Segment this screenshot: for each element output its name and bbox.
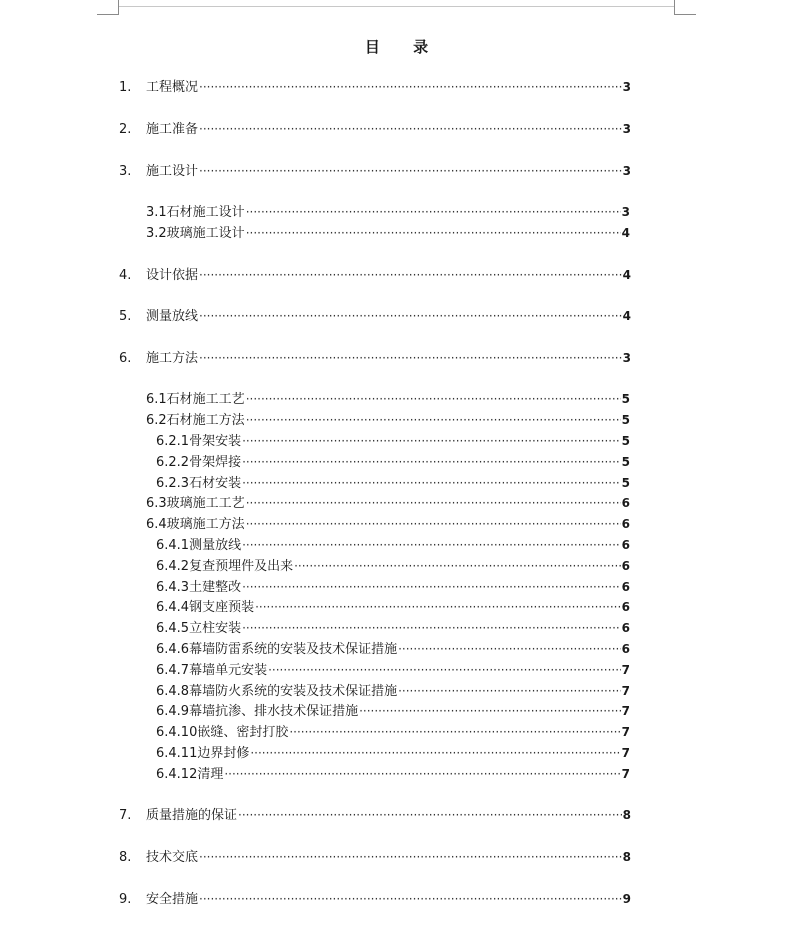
toc-number: 3. (119, 164, 132, 179)
toc-leader (250, 744, 620, 762)
toc-leader (246, 203, 621, 221)
toc-page-number: 7 (621, 746, 630, 760)
toc-leader (199, 349, 622, 367)
toc-entry-4[interactable] (119, 266, 631, 284)
toc-entry-6-2-2[interactable] (156, 453, 630, 471)
toc-leader (246, 411, 621, 429)
crop-mark-top-left (118, 0, 119, 14)
toc-text: 安全措施 (146, 892, 199, 907)
toc-page-number: 9 (622, 892, 631, 906)
toc-leader (242, 578, 621, 596)
toc-text: 3.2玻璃施工设计 (146, 226, 245, 241)
toc-text: 测量放线 (146, 309, 199, 324)
toc-leader (242, 432, 621, 450)
toc-leader (199, 848, 622, 866)
toc-page-number: 6 (621, 517, 630, 531)
toc-page-number: 5 (621, 413, 630, 427)
toc-page-number: 4 (621, 226, 630, 240)
toc-entry-6-4-7[interactable] (156, 661, 630, 679)
toc-leader (398, 682, 621, 700)
toc-text: 施工准备 (146, 122, 199, 137)
toc-text: 质量措施的保证 (146, 808, 238, 823)
toc-text: 6.4.8幕墙防火系统的安装及技术保证措施 (156, 684, 398, 699)
toc-text: 设计依据 (146, 268, 199, 283)
toc-text: 6.2.2骨架焊接 (156, 455, 242, 470)
toc-leader (294, 557, 621, 575)
toc-entry-7[interactable] (119, 806, 631, 824)
toc-leader (242, 474, 621, 492)
toc-leader (246, 390, 621, 408)
toc-text: 6.4.10嵌缝、密封打胶 (156, 725, 289, 740)
toc-entry-6-4-6[interactable] (156, 640, 630, 658)
toc-entry-3-2[interactable] (146, 224, 630, 242)
toc-page-number: 6 (621, 642, 630, 656)
toc-page-number: 5 (621, 434, 630, 448)
toc-page-number: 6 (621, 580, 630, 594)
toc-entry-5[interactable] (119, 307, 631, 325)
toc-entry-2[interactable] (119, 120, 631, 138)
toc-entry-3[interactable] (119, 162, 631, 180)
toc-entry-6-4-12[interactable] (156, 765, 630, 783)
toc-entry-6-2[interactable] (146, 411, 630, 429)
toc-leader (199, 120, 622, 138)
toc-entry-6-4-8[interactable] (156, 682, 630, 700)
page-edge (119, 6, 674, 7)
toc-page-number: 5 (621, 476, 630, 490)
toc-text: 3.1石材施工设计 (146, 205, 245, 220)
toc-text: 施工方法 (146, 351, 199, 366)
toc-entry-6-4-10[interactable] (156, 723, 630, 741)
toc-leader (255, 598, 621, 616)
toc-page-number: 5 (621, 392, 630, 406)
toc-leader (242, 453, 621, 471)
toc-leader (199, 162, 622, 180)
toc-text: 技术交底 (146, 850, 199, 865)
crop-mark-top-left (97, 14, 119, 15)
toc-text: 6.4.4钢支座预装 (156, 600, 255, 615)
toc-entry-6[interactable] (119, 349, 631, 367)
toc-page-number: 3 (622, 122, 631, 136)
toc-page-number: 5 (621, 455, 630, 469)
toc-text: 6.2.3石材安装 (156, 476, 242, 491)
toc-leader (246, 224, 621, 242)
toc-leader (224, 765, 620, 783)
toc-number: 9. (119, 892, 132, 907)
toc-leader (199, 307, 622, 325)
toc-number: 6. (119, 351, 132, 366)
toc-page-number: 7 (621, 663, 630, 677)
toc-leader (199, 78, 622, 96)
toc-page-number: 6 (621, 621, 630, 635)
toc-text: 6.4.2复查预埋件及出来 (156, 559, 294, 574)
toc-number: 4. (119, 268, 132, 283)
toc-number: 7. (119, 808, 132, 823)
toc-page-number: 6 (621, 600, 630, 614)
toc-page-number: 8 (622, 808, 631, 822)
toc-entry-6-4-1[interactable] (156, 536, 630, 554)
toc-page-number: 3 (622, 351, 631, 365)
toc-number: 5. (119, 309, 132, 324)
toc-page-number: 3 (622, 80, 631, 94)
crop-mark-top-right (674, 0, 675, 14)
toc-text: 6.3玻璃施工工艺 (146, 496, 245, 511)
toc-entry-6-4-2[interactable] (156, 557, 630, 575)
toc-leader (268, 661, 621, 679)
toc-leader (242, 619, 621, 637)
toc-text: 6.2石材施工方法 (146, 413, 245, 428)
toc-title: 目 录 (364, 38, 443, 56)
toc-leader (289, 723, 620, 741)
toc-page-number: 7 (621, 767, 630, 781)
toc-entry-6-3[interactable] (146, 494, 630, 512)
toc-entry-6-4[interactable] (146, 515, 630, 533)
toc-page-number: 6 (621, 496, 630, 510)
toc-leader (398, 640, 621, 658)
toc-text: 6.4.1测量放线 (156, 538, 242, 553)
toc-page-number: 6 (621, 559, 630, 573)
toc-leader (246, 494, 621, 512)
toc-leader (359, 702, 621, 720)
toc-leader (242, 536, 621, 554)
toc-text: 6.4玻璃施工方法 (146, 517, 245, 532)
toc-leader (199, 890, 622, 908)
toc-page-number: 3 (622, 164, 631, 178)
toc-page-number: 6 (621, 538, 630, 552)
toc-entry-8[interactable] (119, 848, 631, 866)
toc-entry-9[interactable] (119, 890, 631, 908)
crop-mark-top-right (674, 14, 696, 15)
toc-entry-6-4-5[interactable] (156, 619, 630, 637)
toc-leader (246, 515, 621, 533)
toc-entry-6-2-3[interactable] (156, 474, 630, 492)
toc-text: 施工设计 (146, 164, 199, 179)
toc-text: 6.4.5立柱安装 (156, 621, 242, 636)
toc-page-number: 7 (621, 725, 630, 739)
toc-text: 6.4.9幕墙抗渗、排水技术保证措施 (156, 704, 359, 719)
toc-entry-3-1[interactable] (146, 203, 630, 221)
toc-page-number: 7 (621, 704, 630, 718)
toc-text: 工程概况 (146, 80, 199, 95)
toc-leader (238, 806, 622, 824)
toc-text: 6.4.12清理 (156, 767, 224, 782)
toc-number: 2. (119, 122, 132, 137)
toc-number: 8. (119, 850, 132, 865)
toc-number: 1. (119, 80, 132, 95)
toc-entry-6-2-1[interactable] (156, 432, 630, 450)
toc-text: 6.4.3土建整改 (156, 580, 242, 595)
toc-text: 6.1石材施工工艺 (146, 392, 245, 407)
toc-entry-6-4-9[interactable] (156, 702, 630, 720)
toc-leader (199, 266, 622, 284)
toc-page-number: 7 (621, 684, 630, 698)
toc-entry-6-4-3[interactable] (156, 578, 630, 596)
toc-text: 6.4.11边界封修 (156, 746, 250, 761)
toc-page-number: 4 (622, 309, 631, 323)
toc-text: 6.2.1骨架安装 (156, 434, 242, 449)
toc-entry-1[interactable] (119, 78, 631, 96)
toc-entry-6-1[interactable] (146, 390, 630, 408)
toc-text: 6.4.7幕墙单元安装 (156, 663, 268, 678)
toc-text: 6.4.6幕墙防雷系统的安装及技术保证措施 (156, 642, 398, 657)
toc-page-number: 3 (621, 205, 630, 219)
toc-page-number: 8 (622, 850, 631, 864)
toc-page-number: 4 (622, 268, 631, 282)
toc-entry-6-4-11[interactable] (156, 744, 630, 762)
toc-entry-6-4-4[interactable] (156, 598, 630, 616)
